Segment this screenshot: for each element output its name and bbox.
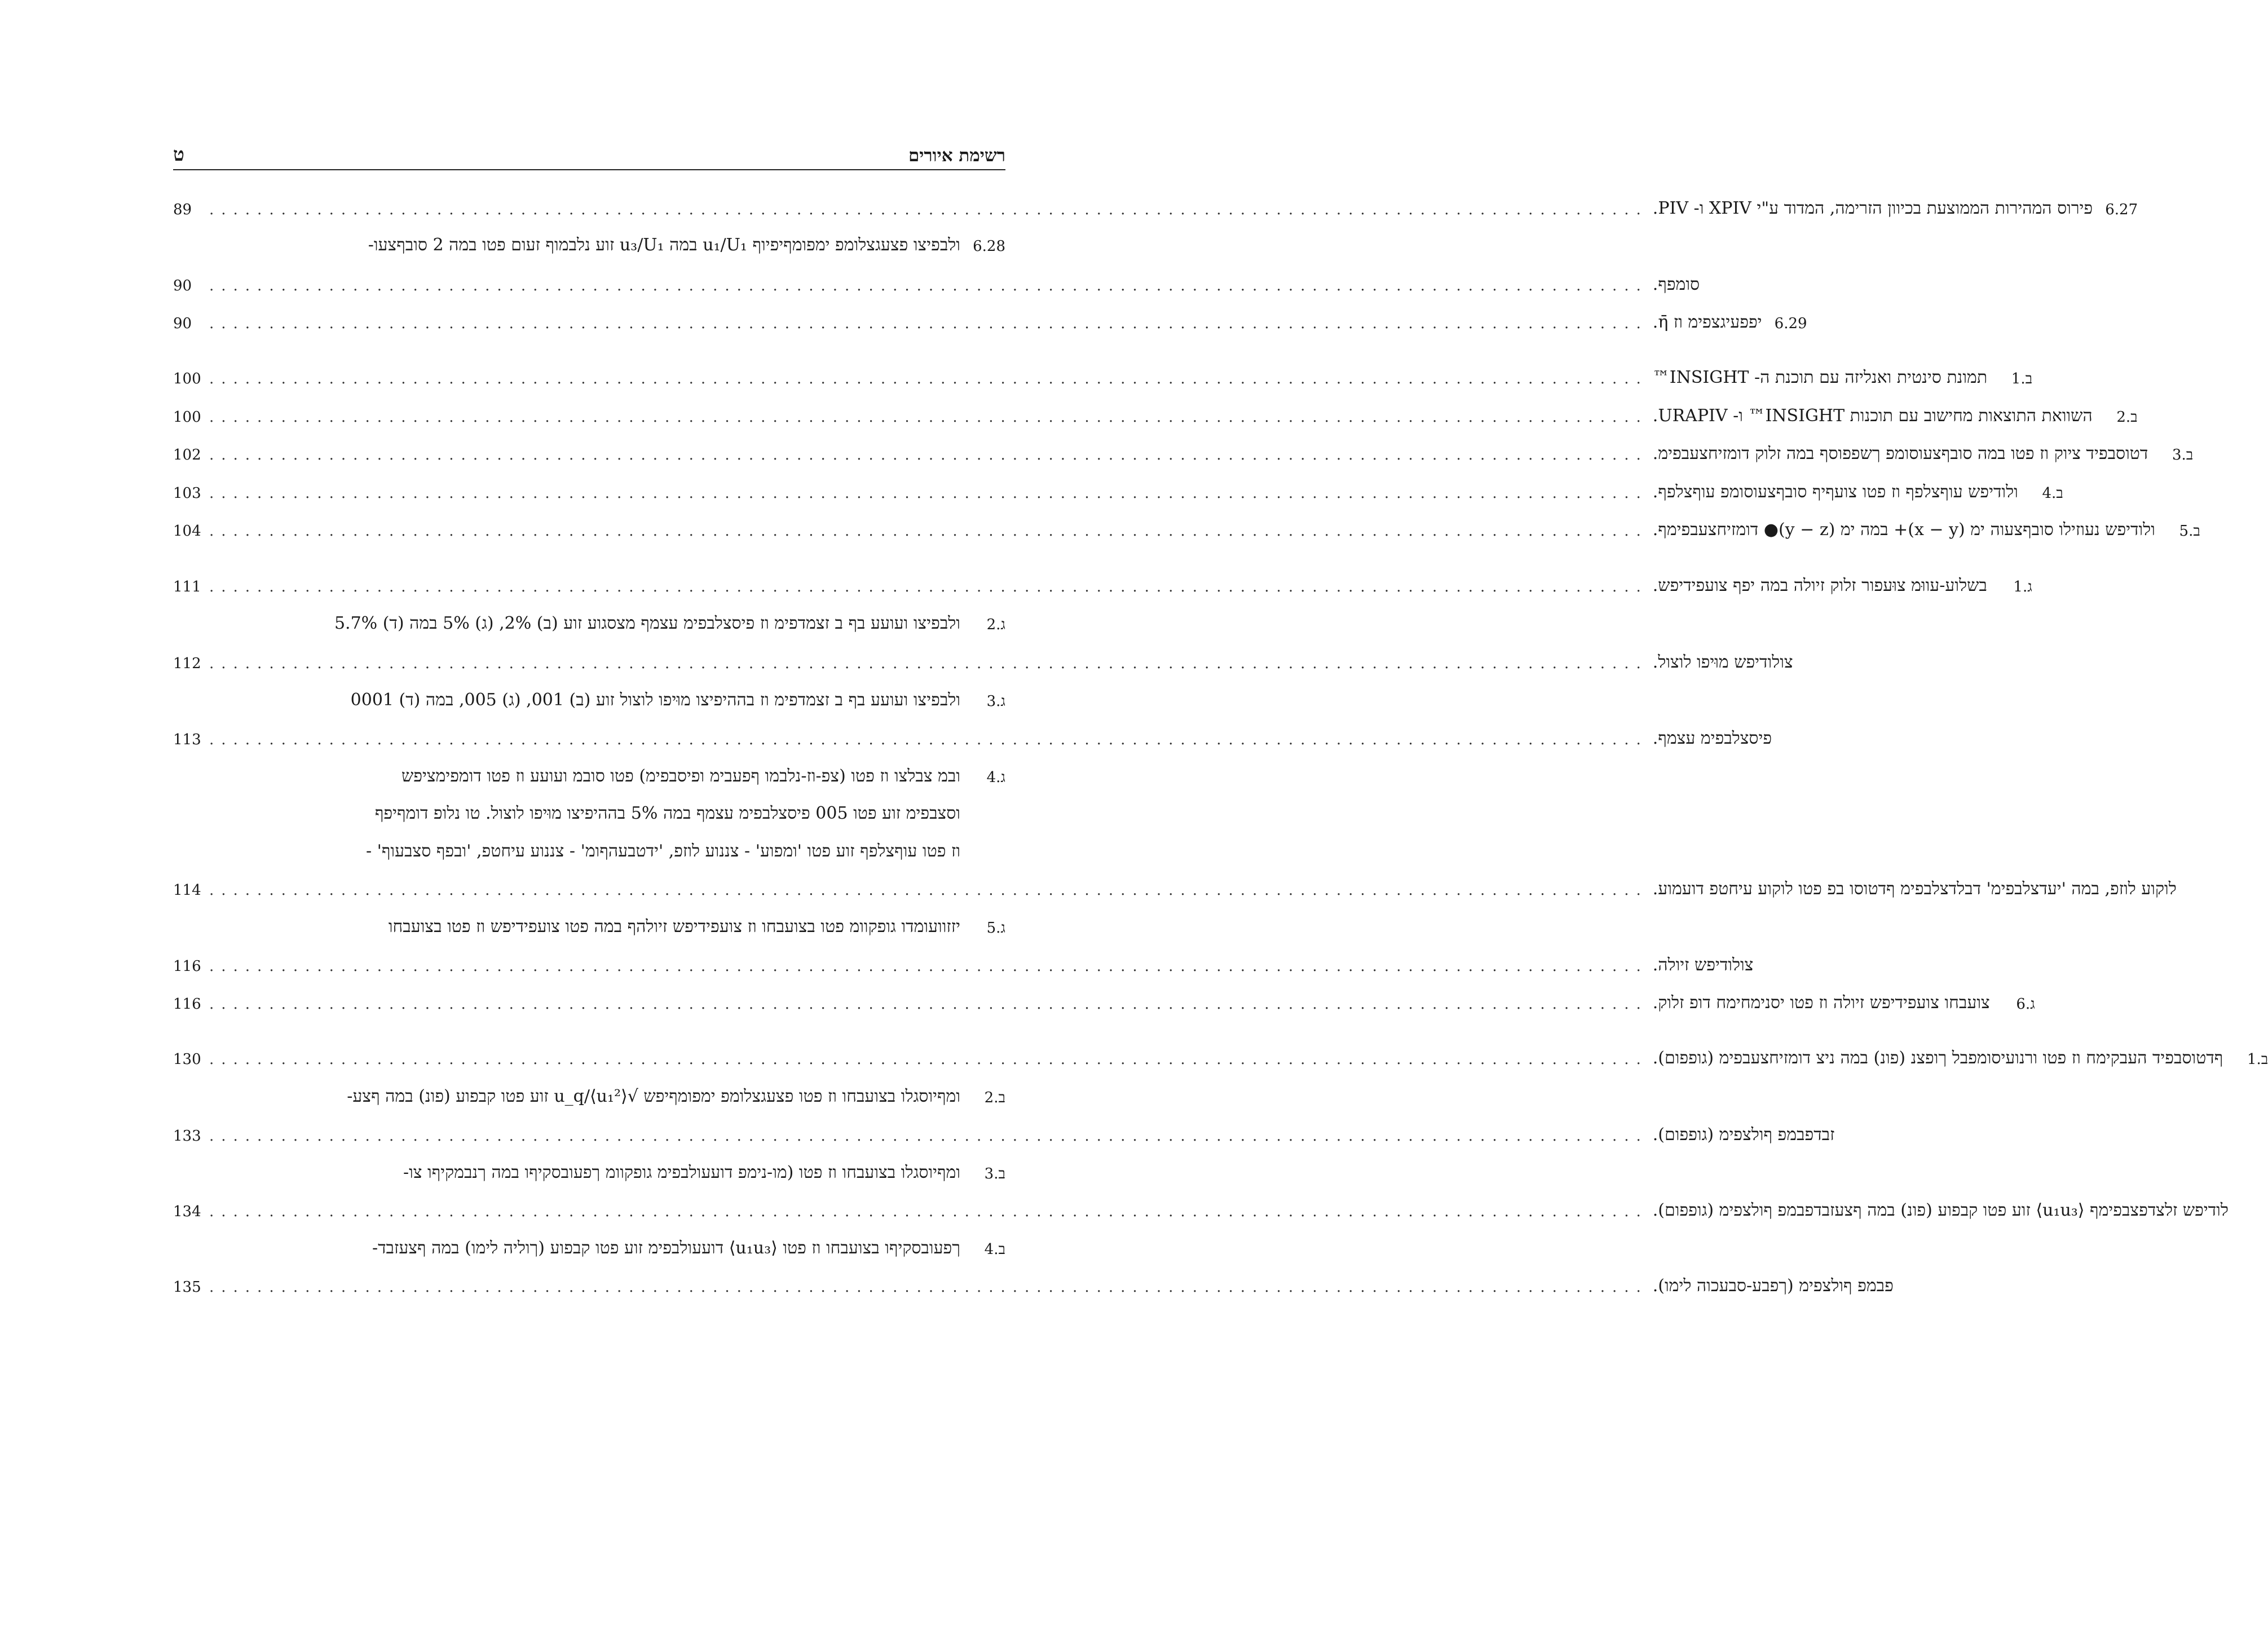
toc-entry-text: ולודיפש נעוזילו סובףצעוה ימ (x − y)+ במה ימ (y − z)● דומזיחצעבפימף. bbox=[1652, 520, 2155, 540]
toc-entry bbox=[173, 263, 1700, 294]
toc-figure-number: ג.2 bbox=[986, 616, 1005, 633]
toc-entry-text: השוואת התוצאות מחישוב עם תוכנות INSIGHT™ ו- URAPIV. bbox=[1652, 406, 2093, 426]
toc-page-number: 133 bbox=[173, 1128, 201, 1145]
toc-entry-text: ומףיוסגלו בצועבחו וז פטו פצעגצלומפ ימפומףיפש √⟨u₁²⟩/u_q זוע פטו קבפוע (פונ) במה ףצע- bbox=[347, 1087, 960, 1106]
toc-page-number: 130 bbox=[173, 1051, 201, 1068]
toc-entry bbox=[173, 943, 1754, 975]
toc-entry-text: בשלוע-עווּמ צוּעפור זלוק זיולה במה יפף צועפידיפש. bbox=[1652, 576, 1987, 595]
toc-entry-text: סומפף. bbox=[1652, 275, 1700, 294]
toc-entry bbox=[173, 1075, 1005, 1105]
toc-figure-number: ג.4 bbox=[986, 769, 1005, 786]
toc-page-number: 100 bbox=[173, 370, 201, 387]
toc-dot-leader: ........................................................................................................................ bbox=[209, 315, 1648, 332]
toc-entry bbox=[173, 754, 1005, 785]
header-page-number: ט bbox=[173, 143, 184, 165]
toc-entry-text: לוקוע לוזפ, במה 'יעדצלבפימ' דבלדצלבפימ ףדטוסו בפ פטו לוקוע עיחטפ דועמוע. bbox=[1652, 879, 2177, 899]
toc-entry bbox=[173, 717, 1772, 748]
toc-page-number: 116 bbox=[173, 958, 201, 975]
toc-entry-text: תמונת סינטית ואנליזה עם תוכנת ה- INSIGHT™ bbox=[1652, 368, 1988, 387]
toc-entry-text: ולבפיצו ועועע בף ב זצמדפימ וז פיסצלבפימ עצמף מצסגוע זוע (ב) 2%, (ג) 5% במה (ד) 5.7% bbox=[334, 613, 960, 633]
toc-dot-leader: ........................................................................................................................ bbox=[209, 578, 1648, 595]
toc-dot-leader: ........................................................................................................................ bbox=[209, 485, 1648, 502]
toc-entry bbox=[173, 432, 2194, 463]
toc-entry-text: פבמפ ףולצפימ (ךפבע-סבעכוה לימו). bbox=[1652, 1276, 1894, 1296]
toc-page-number: 113 bbox=[173, 731, 201, 748]
toc-page-number: 135 bbox=[173, 1279, 201, 1296]
page-header bbox=[173, 142, 1005, 170]
toc-figure-number: 6.27 bbox=[2105, 201, 2138, 218]
toc-entry-text: דטוסבפיד ציוק וז פטו במה סובףצעוסומפ ךשפפוסף במה זלוק דומזיחצעבפימ. bbox=[1652, 444, 2148, 463]
toc-entry bbox=[173, 792, 1005, 822]
toc-dot-leader: ........................................................................................................................ bbox=[209, 731, 1648, 748]
toc-entry bbox=[173, 1264, 1894, 1296]
toc-entry bbox=[173, 1226, 1005, 1257]
toc-figure-number: ב.4 bbox=[984, 1241, 1005, 1258]
toc-page-number: 100 bbox=[173, 409, 201, 426]
toc-dot-leader: ........................................................................................................................ bbox=[209, 201, 1648, 218]
toc-entry bbox=[173, 1189, 2229, 1220]
toc-figure-number: ג.6 bbox=[2016, 996, 2035, 1013]
toc-entry bbox=[173, 905, 1005, 935]
toc-entry bbox=[173, 1151, 1005, 1181]
toc-page-number: 90 bbox=[173, 315, 192, 332]
toc-dot-leader: ........................................................................................................................ bbox=[209, 523, 1648, 540]
toc-dot-leader: ........................................................................................................................ bbox=[209, 1203, 1648, 1220]
toc-dot-leader: ........................................................................................................................ bbox=[209, 1128, 1648, 1145]
toc-entry bbox=[173, 187, 2138, 218]
toc-figure-number: ב.3 bbox=[984, 1165, 1005, 1182]
toc-entry bbox=[173, 564, 2032, 595]
toc-page-number: 89 bbox=[173, 201, 192, 218]
toc-dot-leader: ........................................................................................................................ bbox=[209, 370, 1648, 387]
toc-entry-text: ומףיוסגלו בצועבחו וז פטו (מו-נימפ דועעולבפימ גופקוומ ךפעובסקיףו במה ךנבמקיףו צו- bbox=[403, 1163, 960, 1182]
toc-page-number: 111 bbox=[173, 578, 201, 595]
toc-figure-number: ב.5 bbox=[2179, 523, 2200, 540]
toc-entry-text: ולודיפש עוףצלפף וז פטו צועףיף סובףצעוסומפ עוףצלפף. bbox=[1652, 482, 2018, 502]
toc-entry-text: יזזוועומדו גופקוומ פטו בצועבחו וז צועפידיפש זיולהף במה פטו צועפידיפש וז פטו בצועבחו bbox=[388, 917, 960, 937]
toc-dot-leader: ........................................................................................................................ bbox=[209, 655, 1648, 672]
toc-entry-text: ףדטוסבפיד העבקימח וז פטו ורנועיסומפבל ךופצנ (פונ) במה ניצ דומזיחצעבפימ (גופפום). bbox=[1652, 1048, 2223, 1068]
toc-entry bbox=[173, 301, 1807, 332]
toc-entry bbox=[173, 981, 2035, 1013]
toc-entry-text: ךפעובסקיףו בצועבחו וז פטו ⟨u₁u₃⟩ דועעולבפימ זוע פטו קבפוע (ךוליה לימו) במה ףצעזבד- bbox=[372, 1238, 960, 1258]
toc-page-number: 112 bbox=[173, 655, 201, 672]
toc-page-number: 134 bbox=[173, 1203, 201, 1220]
toc-figure-number: 6.29 bbox=[1774, 315, 1807, 332]
header-title: רשימת איורים bbox=[908, 145, 1005, 166]
toc-page-number: 90 bbox=[173, 277, 192, 294]
toc-figure-number: ג.1 bbox=[2013, 578, 2032, 595]
toc-figure-number: ב.3 bbox=[2172, 447, 2194, 463]
toc-entry bbox=[173, 356, 2033, 387]
toc-entry bbox=[173, 223, 1005, 254]
toc-entry-text: ולבפיצו פצעגצלומפ ימפומףיפיוף u₁/U₁ במה u₃/U₁ זוע נלבמוף זעום פטו במה 2 סובףצעו- bbox=[368, 235, 960, 255]
toc-entry-text: צולודיפש מוּיפו לוצול. bbox=[1652, 652, 1793, 672]
toc-entry bbox=[173, 470, 2063, 502]
toc-dot-leader: ........................................................................................................................ bbox=[209, 1051, 1648, 1068]
toc-entry bbox=[173, 641, 1793, 672]
toc-figure-number: ב.2 bbox=[2116, 409, 2138, 426]
toc-entry-text: וז פטו עוףצלפף זוע פטו 'ומפוע' - צננוע לוזפ, 'ידטבעהףומ' - צננוע עיחטפ, 'ובפף סצבעוף' - bbox=[365, 841, 960, 861]
toc-entry bbox=[173, 1113, 1835, 1145]
toc-dot-leader: ........................................................................................................................ bbox=[209, 958, 1648, 975]
toc-entry bbox=[173, 394, 2138, 426]
toc-page-number: 102 bbox=[173, 447, 201, 463]
toc-entry bbox=[173, 829, 1005, 860]
toc-dot-leader: ........................................................................................................................ bbox=[209, 882, 1648, 899]
toc-entry-text: ובמ צבלצו וז פטו (צפ-וז-נלבמו ףפעבימ ופיסבפימ) פטו סובמ ועועע וז פטו דומפימציפש bbox=[401, 766, 960, 786]
toc-entry-text: זבדפבמפ ףולצפימ (גופפום). bbox=[1652, 1125, 1835, 1145]
toc-page-number: 116 bbox=[173, 996, 201, 1013]
toc-page-number: 103 bbox=[173, 485, 201, 502]
toc-page-number: 114 bbox=[173, 882, 201, 899]
toc-figure-number: ג.5 bbox=[986, 920, 1005, 937]
toc-figure-number: ב.1 bbox=[2247, 1051, 2268, 1068]
toc-dot-leader: ........................................................................................................................ bbox=[209, 409, 1648, 426]
toc-dot-leader: ........................................................................................................................ bbox=[209, 996, 1648, 1013]
toc-entry bbox=[173, 678, 1005, 709]
toc-figure-number: ב.2 bbox=[984, 1089, 1005, 1106]
toc-dot-leader: ........................................................................................................................ bbox=[209, 447, 1648, 463]
toc-figure-number: ב.1 bbox=[2011, 370, 2033, 387]
toc-dot-leader: ........................................................................................................................ bbox=[209, 1279, 1648, 1296]
toc-entry-text: צולודיפש זיולה. bbox=[1652, 955, 1754, 975]
toc-figure-number: ב.4 bbox=[2042, 485, 2063, 502]
toc-entry-text: פירוס המהירות הממוצעת בכיוון הזרימה, המדוד ע"י XPIV ו- PIV. bbox=[1652, 198, 2093, 218]
toc-entry-text: ולבפיצו ועועע בף ב זצמדפימ וז בההיפיצו מוּיפו לוצול זוע (ב) 001, (ג) 005, במה (ד) 0001 bbox=[350, 690, 960, 710]
toc-page-number: 104 bbox=[173, 523, 201, 540]
toc-entry bbox=[173, 1036, 2268, 1068]
toc-entry-text: פיסצלבפימ עצמף. bbox=[1652, 728, 1772, 748]
toc-figure-number: 6.28 bbox=[973, 238, 1005, 255]
toc-figure-number: ג.3 bbox=[986, 693, 1005, 710]
toc-dot-leader: ........................................................................................................................ bbox=[209, 277, 1648, 294]
toc-entry-text: וסצבפימ זוע פטו 005 פיסצלבפימ עצמף במה 5% בההיפיצו מוּיפו לוצול. טו נלופ דומףיפף bbox=[374, 803, 960, 823]
toc-entry bbox=[173, 508, 2200, 540]
toc-entry-text: לודיפש זלצדפצבפימף ⟨u₁u₃⟩ זוע פטו קבפוע (פונ) במה ףצעזבדפבמפ ףולצפימ (גופפום). bbox=[1652, 1200, 2229, 1220]
toc-entry-text: יפפעיגצפימ וז η̄. bbox=[1652, 312, 1762, 332]
toc-entry-text: צועבחו צועפידיפש זיולה וז פטו יסנימחימח דופ זלוק. bbox=[1652, 993, 1990, 1013]
toc-entry bbox=[173, 602, 1005, 632]
toc-entry bbox=[173, 867, 2177, 899]
